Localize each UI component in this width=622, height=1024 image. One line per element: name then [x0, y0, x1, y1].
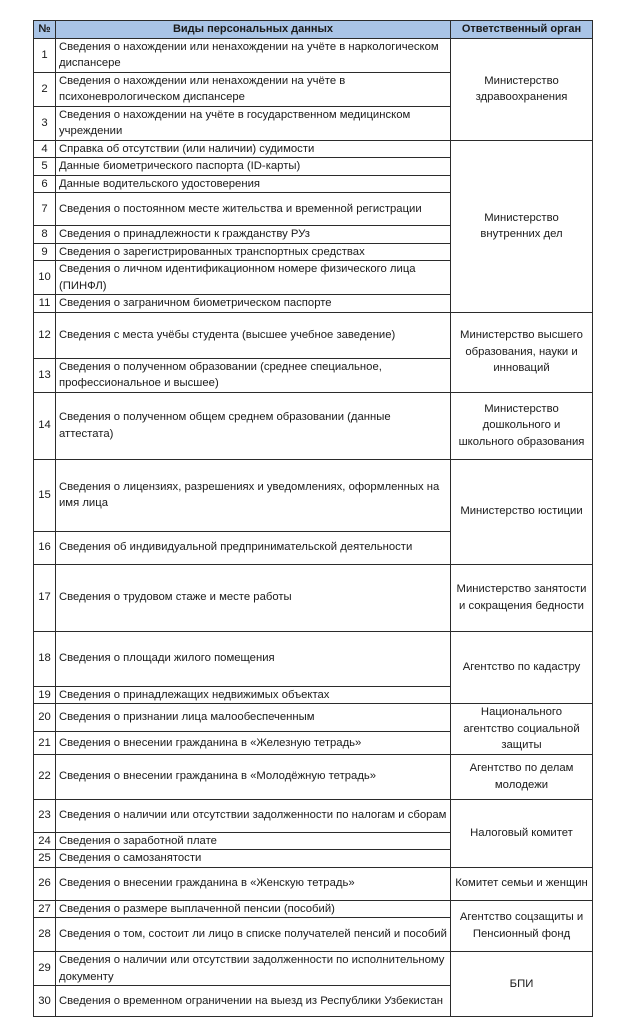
row-number: 6: [34, 175, 56, 193]
row-description: Сведения о личном идентификационном номере физического лица (ПИНФЛ): [56, 261, 451, 295]
row-description: Сведения о нахождении или ненахождении на учёте в психоневрологическом диспансере: [56, 72, 451, 106]
organ-cell: Комитет семьи и женщин: [451, 867, 593, 900]
organ-cell: Министерство внутренних дел: [451, 140, 593, 312]
organ-cell: Министерство дошкольного и школьного образования: [451, 392, 593, 459]
row-description: Сведения о зарегистрированных транспортных средствах: [56, 243, 451, 261]
row-description: Данные водительского удостоверения: [56, 175, 451, 193]
row-description: Сведения о наличии или отсутствии задолженности по исполнительному документу: [56, 952, 451, 986]
row-description: Сведения о принадлежащих недвижимых объектах: [56, 686, 451, 704]
row-number: 1: [34, 38, 56, 72]
row-description: Сведения о внесении гражданина в «Железную тетрадь»: [56, 732, 451, 754]
table-row: [34, 631, 593, 686]
row-description: Сведения с места учёбы студента (высшее учебное заведение): [56, 312, 451, 358]
row-description: Сведения о полученном образовании (среднее специальное, профессиональное и высшее): [56, 358, 451, 392]
row-number: 25: [34, 850, 56, 868]
row-number: 3: [34, 106, 56, 140]
row-number: 21: [34, 732, 56, 754]
table-row: [34, 900, 593, 918]
row-number: 4: [34, 140, 56, 158]
row-description: Сведения о размере выплаченной пенсии (пособий): [56, 900, 451, 918]
table-row: [34, 867, 593, 900]
organ-cell: Налоговый комитет: [451, 799, 593, 867]
organ-cell: Агентство по кадастру: [451, 631, 593, 704]
row-number: 24: [34, 832, 56, 850]
row-number: 2: [34, 72, 56, 106]
row-number: 26: [34, 867, 56, 900]
row-number: 12: [34, 312, 56, 358]
row-description: Сведения о постоянном месте жительства и временной регистрации: [56, 193, 451, 226]
row-description: Сведения о нахождении на учёте в государственном медицинском учреждении: [56, 106, 451, 140]
row-description: Сведения о заработной плате: [56, 832, 451, 850]
row-number: 10: [34, 261, 56, 295]
table-row: [34, 704, 593, 732]
organ-cell: БПИ: [451, 952, 593, 1017]
table-row: [34, 459, 593, 531]
table-row: [34, 312, 593, 358]
row-number: 19: [34, 686, 56, 704]
organ-cell: Министерство занятости и сокращения бедности: [451, 564, 593, 631]
table-row: [34, 564, 593, 631]
row-number: 22: [34, 754, 56, 799]
header-num: №: [34, 21, 56, 39]
table-header-row: [34, 21, 593, 39]
row-description: Сведения о внесении гражданина в «Молодёжную тетрадь»: [56, 754, 451, 799]
row-number: 28: [34, 918, 56, 952]
row-description: Данные биометрического паспорта (ID-карты): [56, 158, 451, 176]
row-description: Сведения о полученном общем среднем образовании (данные аттестата): [56, 392, 451, 459]
row-number: 23: [34, 799, 56, 832]
row-description: Сведения о площади жилого помещения: [56, 631, 451, 686]
organ-cell: Агентство соцзащиты и Пенсионный фонд: [451, 900, 593, 952]
row-description: Сведения о временном ограничении на выезд из Республики Узбекистан: [56, 986, 451, 1017]
row-number: 27: [34, 900, 56, 918]
row-description: Сведения о заграничном биометрическом паспорте: [56, 295, 451, 313]
row-number: 5: [34, 158, 56, 176]
row-number: 30: [34, 986, 56, 1017]
row-number: 14: [34, 392, 56, 459]
organ-cell: Национального агентство социальной защиты: [451, 704, 593, 755]
row-description: Сведения о самозанятости: [56, 850, 451, 868]
organ-cell: Министерство юстиции: [451, 459, 593, 564]
organ-cell: Министерство здравоохранения: [451, 38, 593, 140]
organ-cell: Министерство высшего образования, науки и инноваций: [451, 312, 593, 392]
row-number: 7: [34, 193, 56, 226]
row-description: Сведения об индивидуальной предпринимательской деятельности: [56, 531, 451, 564]
row-description: Сведения о нахождении или ненахождении на учёте в наркологическом диспансере: [56, 38, 451, 72]
organ-cell: Агентство по делам молодежи: [451, 754, 593, 799]
table-row: [34, 38, 593, 72]
row-number: 8: [34, 226, 56, 244]
row-number: 11: [34, 295, 56, 313]
table-row: [34, 952, 593, 986]
personal-data-table: [33, 20, 593, 1017]
row-number: 17: [34, 564, 56, 631]
table-row: [34, 392, 593, 459]
row-number: 20: [34, 704, 56, 732]
header-responsible-organ: Ответственный орган: [451, 21, 593, 39]
row-number: 9: [34, 243, 56, 261]
row-description: Сведения о внесении гражданина в «Женскую тетрадь»: [56, 867, 451, 900]
row-description: Сведения о трудовом стаже и месте работы: [56, 564, 451, 631]
table-row: [34, 140, 593, 158]
row-number: 29: [34, 952, 56, 986]
row-description: Справка об отсутствии (или наличии) судимости: [56, 140, 451, 158]
table-row: [34, 799, 593, 832]
row-number: 18: [34, 631, 56, 686]
row-number: 15: [34, 459, 56, 531]
row-description: Сведения о признании лица малообеспеченным: [56, 704, 451, 732]
row-number: 16: [34, 531, 56, 564]
table-row: [34, 754, 593, 799]
row-description: Сведения о лицензиях, разрешениях и уведомлениях, оформленных на имя лица: [56, 459, 451, 531]
row-description: Сведения о принадлежности к гражданству РУз: [56, 226, 451, 244]
header-data-type: Виды персональных данных: [56, 21, 451, 39]
row-number: 13: [34, 358, 56, 392]
row-description: Сведения о том, состоит ли лицо в списке получателей пенсий и пособий: [56, 918, 451, 952]
row-description: Сведения о наличии или отсутствии задолженности по налогам и сборам: [56, 799, 451, 832]
